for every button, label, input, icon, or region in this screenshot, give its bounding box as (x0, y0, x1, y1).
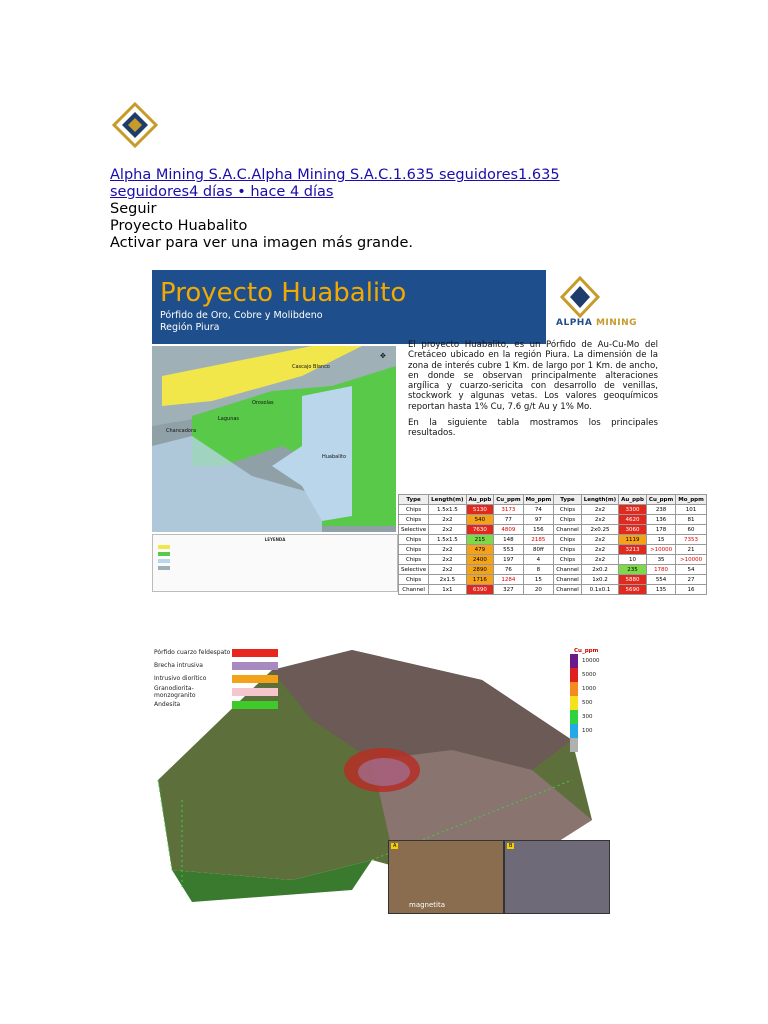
table-row (399, 505, 707, 515)
lithology-legend-item (154, 685, 278, 698)
table-cell: 60 (676, 525, 707, 535)
table-cell: 2400 (466, 555, 494, 565)
table-cell: 540 (466, 515, 494, 525)
table-cell: Selective (399, 525, 429, 535)
table-cell: >10000 (676, 555, 707, 565)
legend-row (158, 552, 397, 556)
table-cell: 2x1.5 (429, 575, 466, 585)
table-cell: 197 (494, 555, 523, 565)
table-cell: 5130 (466, 505, 494, 515)
map-label-chancadora: Chancadora (166, 428, 197, 434)
follow-link[interactable]: Seguir (110, 201, 157, 217)
table-cell: 76 (494, 565, 523, 575)
cu-scale-label: 300 (582, 714, 593, 720)
table-cell: 81 (676, 515, 707, 525)
table-header-cell: Type (399, 495, 429, 505)
image-hint[interactable]: Activar para ver una imagen más grande. (110, 235, 413, 251)
table-cell: 15 (646, 535, 675, 545)
table-header-cell: Au_ppb (466, 495, 494, 505)
lithology-legend-label: Intrusivo diorítico (154, 675, 207, 682)
table-header-row (399, 495, 707, 505)
lithology-legend-swatch (232, 701, 278, 709)
table-cell: 136 (646, 515, 675, 525)
table-cell: 10 (619, 555, 647, 565)
table-cell: 101 (676, 505, 707, 515)
lithology-legend-item (154, 698, 278, 711)
table-header-cell: Length(m) (429, 495, 466, 505)
table-row (399, 515, 707, 525)
cu-scale-label: 5000 (582, 672, 596, 678)
results-table (398, 494, 707, 595)
table-cell: 2x2 (581, 545, 618, 555)
lithology-legend-label: Brecha intrusiva (154, 662, 203, 669)
inset-b-photo (504, 840, 610, 914)
table-cell: 4809 (494, 525, 523, 535)
inset-a-tag: A (393, 843, 397, 849)
cu-scale-item (570, 654, 600, 668)
table-cell: Chips (399, 505, 429, 515)
table-cell: 178 (646, 525, 675, 535)
cu-scale (570, 648, 600, 752)
table-cell: 4620 (619, 515, 647, 525)
table-cell: 2x2 (581, 505, 618, 515)
post-title: Proyecto Huabalito (110, 218, 248, 234)
poster-banner (152, 270, 546, 344)
lithology-legend-swatch (232, 675, 278, 683)
table-header-cell: Length(m) (581, 495, 618, 505)
table-cell: 6390 (466, 585, 494, 595)
table-cell: 2x2 (429, 515, 466, 525)
alpha-mining-logo-icon (556, 276, 604, 318)
table-cell: 3213 (619, 545, 647, 555)
table-cell: Chips (554, 535, 582, 545)
table-row (399, 545, 707, 555)
table-cell: 2x2 (429, 525, 466, 535)
poster-title: Proyecto Huabalito (160, 278, 407, 308)
map-legend (152, 534, 398, 592)
table-cell: 2x2 (429, 555, 466, 565)
map-label-huabalito: Huabalito (322, 454, 347, 460)
inset-a-photo (388, 840, 504, 914)
table-cell: 479 (466, 545, 494, 555)
table-cell: >10000 (646, 545, 675, 555)
table-cell: 77 (494, 515, 523, 525)
table-cell: 35 (646, 555, 675, 565)
table-cell: 16 (676, 585, 707, 595)
poster-subtitle-line1: Pórfido de Oro, Cobre y Molibdeno (160, 310, 323, 321)
lithology-legend-item (154, 672, 278, 685)
inset-b-tag: B (509, 843, 513, 849)
cu-scale-label: 500 (582, 700, 593, 706)
lithology-legend-label: Pórfido cuarzo feldespato (154, 649, 231, 656)
lithology-legend-item (154, 659, 278, 672)
table-cell: 80ff (523, 545, 554, 555)
table-cell: 156 (523, 525, 554, 535)
description-para2: En la siguiente tabla mostramos los principales resultados. (408, 418, 658, 439)
table-cell: 2x0.25 (581, 525, 618, 535)
table-header-cell: Mo_ppm (676, 495, 707, 505)
table-cell: 148 (494, 535, 523, 545)
legend-row (158, 545, 397, 549)
table-header-cell: Au_ppb (619, 495, 647, 505)
table-cell: Chips (399, 575, 429, 585)
cu-scale-swatch (570, 724, 578, 738)
alpha-mining-logo (112, 102, 158, 148)
table-cell: 1x0.2 (581, 575, 618, 585)
table-cell: 7353 (676, 535, 707, 545)
table-cell: 5880 (619, 575, 647, 585)
legend-row (158, 566, 397, 570)
table-row (399, 535, 707, 545)
lithology-legend-label: Andesita (154, 701, 181, 708)
table-cell: Chips (399, 545, 429, 555)
lithology-legend-item (154, 646, 278, 659)
table-row (399, 565, 707, 575)
table-cell: 2x2 (581, 535, 618, 545)
table-cell: Chips (554, 545, 582, 555)
table-cell: 15 (523, 575, 554, 585)
cu-scale-label: 10000 (582, 658, 600, 664)
table-cell: 553 (494, 545, 523, 555)
table-cell: Channel (554, 575, 582, 585)
table-cell: 2x2 (429, 565, 466, 575)
cu-scale-swatch (570, 654, 578, 668)
table-cell: 4 (523, 555, 554, 565)
cu-scale-swatch (570, 668, 578, 682)
table-cell: 1716 (466, 575, 494, 585)
map-label-orosolas: Orosolas (252, 400, 274, 406)
table-cell: 1119 (619, 535, 647, 545)
table-cell: 0.1x0.1 (581, 585, 618, 595)
cu-scale-item (570, 696, 600, 710)
lithology-legend-label: Granodiorita-monzogranito (154, 684, 196, 699)
table-cell: 1x1 (429, 585, 466, 595)
table-cell: 2185 (523, 535, 554, 545)
table-cell: 27 (676, 575, 707, 585)
table-header-cell: Mo_ppm (523, 495, 554, 505)
poster-subtitle (160, 310, 323, 334)
cu-scale-title: Cu_ppm (574, 648, 599, 654)
north-arrow-icon: ✥ (380, 352, 386, 360)
table-cell: 238 (646, 505, 675, 515)
table-cell: 97 (523, 515, 554, 525)
table-cell: 1.5x1.5 (429, 535, 466, 545)
table-cell: 1284 (494, 575, 523, 585)
legend-title: LEYENDA (264, 537, 286, 542)
table-cell: Chips (399, 555, 429, 565)
lithology-legend-swatch (232, 662, 278, 670)
table-cell: 135 (646, 585, 675, 595)
lithology-legend (154, 646, 278, 711)
cu-scale-item (570, 724, 600, 738)
table-cell: Channel (554, 585, 582, 595)
table-cell: 2x2 (429, 545, 466, 555)
table-cell: 235 (619, 565, 647, 575)
table-cell: Channel (399, 585, 429, 595)
table-row (399, 525, 707, 535)
cu-scale-swatch (570, 696, 578, 710)
table-cell: 7630 (466, 525, 494, 535)
cu-scale-swatch (570, 710, 578, 724)
table-cell: 2x0.2 (581, 565, 618, 575)
cu-scale-item (570, 668, 600, 682)
table-cell: Chips (554, 555, 582, 565)
logo-text-a: ALPHA (556, 318, 593, 328)
inset-a-label: magnetita (409, 901, 446, 909)
table-cell: Selective (399, 565, 429, 575)
table-cell: 2890 (466, 565, 494, 575)
lithology-legend-swatch (232, 649, 278, 657)
table-cell: 1.5x1.5 (429, 505, 466, 515)
table-row (399, 555, 707, 565)
map-label-lagunas: Lagunas (218, 416, 240, 422)
cu-scale-item (570, 710, 600, 724)
table-cell: 327 (494, 585, 523, 595)
table-cell: Chips (554, 515, 582, 525)
table-header-cell: Type (554, 495, 582, 505)
cu-scale-label: 1000 (582, 686, 596, 692)
table-cell: 2x2 (581, 515, 618, 525)
poster-description (408, 340, 658, 445)
table-cell: Channel (554, 565, 582, 575)
cu-scale-item (570, 738, 600, 752)
table-cell: 1780 (646, 565, 675, 575)
table-row (399, 585, 707, 595)
table-header-cell: Cu_ppm (494, 495, 523, 505)
table-cell: 8 (523, 565, 554, 575)
poster-subtitle-line2: Región Piura (160, 322, 220, 333)
legend-row (158, 559, 397, 563)
table-header-cell: Cu_ppm (646, 495, 675, 505)
table-cell: 3060 (619, 525, 647, 535)
table-cell: 3300 (619, 505, 647, 515)
huabalito-poster[interactable] (152, 270, 704, 593)
map-label-cascajo: Cascajo Blanco (292, 364, 330, 370)
company-link[interactable]: Alpha Mining S.A.C.Alpha Mining S.A.C.1.635 seguidores1.635 seguidores4 días • hace 4 días (110, 167, 560, 200)
table-cell: 2x2 (581, 555, 618, 565)
lithology-legend-swatch (232, 688, 278, 696)
description-para1: El proyecto Huabalito, es un Pórfido de Au-Cu-Mo del Cretáceo ubicado en la región Piura. La dimensión de la zona de interés cubre 1 Km. de largo por 1 Km. de ancho, en donde se observan principalmente alteraciones argílica y cuarzo-sericita con desarrollo de venillas, stockwork y algunas vetas. Los valores geoquímicos reportan hasta 1% Cu, 7.6 g/t Au y 1% Mo. (408, 340, 658, 412)
cu-scale-label: 100 (582, 728, 593, 734)
geology-map (152, 346, 396, 532)
table-cell: Chips (399, 535, 429, 545)
logo-text-b: MINING (595, 318, 638, 328)
table-cell: 74 (523, 505, 554, 515)
table-cell: 215 (466, 535, 494, 545)
table-cell: Chips (399, 515, 429, 525)
table-cell: Channel (554, 525, 582, 535)
cu-scale-item (570, 682, 600, 696)
table-row (399, 575, 707, 585)
cu-scale-swatch (570, 682, 578, 696)
poster-logo-text (556, 318, 637, 328)
table-cell: 3173 (494, 505, 523, 515)
post-header (110, 167, 630, 252)
table-cell: Chips (554, 505, 582, 515)
table-cell: 54 (676, 565, 707, 575)
geology-3d-model[interactable] (152, 640, 622, 912)
table-cell: 21 (676, 545, 707, 555)
table-cell: 554 (646, 575, 675, 585)
cu-scale-swatch (570, 738, 578, 752)
table-cell: 20 (523, 585, 554, 595)
table-cell: 5690 (619, 585, 647, 595)
